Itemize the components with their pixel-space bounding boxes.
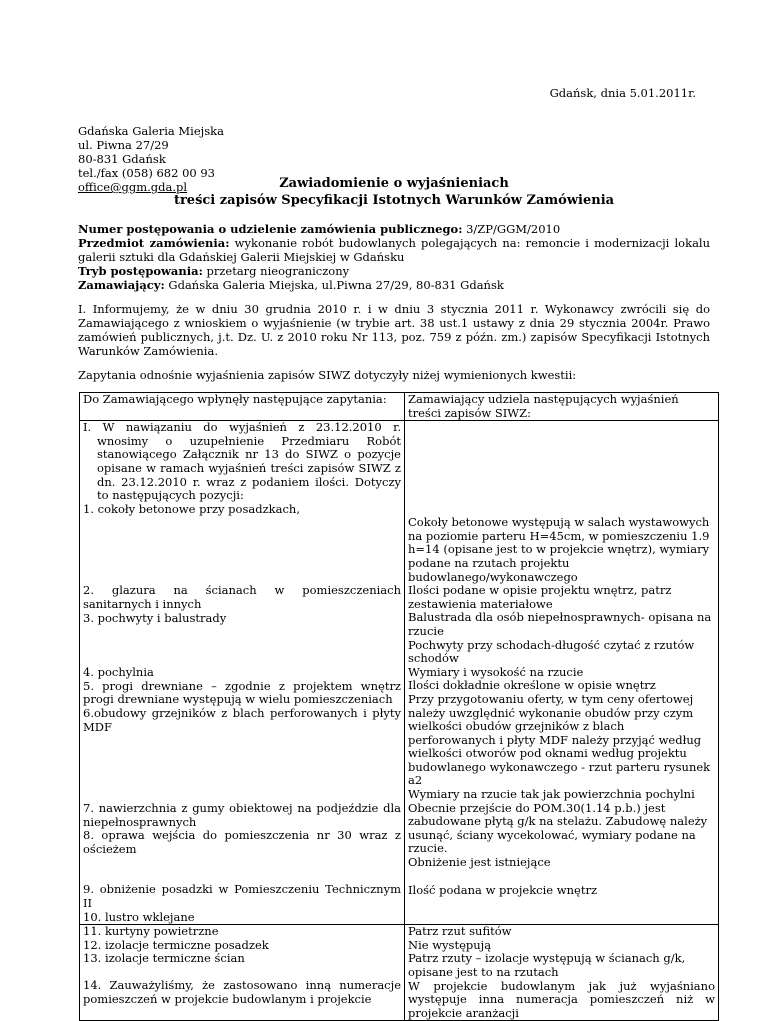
question-10: 10. lustro wklejane (83, 909, 195, 924)
meta-subject-value: wykonanie robót budowlanych polegających na: remoncie i modernizacji lokalu galerii sztuki dla Gdańskiej Galerii Miejskiej w Gdańsku (78, 236, 711, 264)
meta-number-label: Numer postępowania o udzielenie zamówienia publicznego: (78, 222, 463, 236)
answer-12: Nie występują (408, 937, 492, 952)
question-2: 2. glazura na ścianach w pomieszczeniach sanitarnych i innych (83, 583, 401, 611)
address-line-phone: tel./fax (058) 682 00 93 (78, 166, 215, 180)
header-questions: Do Zamawiającego wpłynęły następujące zapytania: (80, 393, 405, 421)
question-12: 12. izolacje termiczne posadzek (83, 937, 269, 952)
question-7: 7. nawierzchnia z gumy obiektowej na podjeździe dla niepełnosprawnych (83, 801, 401, 829)
title-line-1: Zawiadomienie o wyjaśnieniach (279, 176, 509, 191)
answer-cell-2 (405, 925, 719, 1021)
meta-subject-label: Przedmiot zamówienia: (78, 236, 230, 250)
email-link[interactable]: office@ggm.gda.pl (78, 180, 188, 194)
question-6: 6.obudowy grzejników z blach perforowanych i płyty MDF (83, 705, 401, 734)
answer-3b: Pochwyty przy schodach-długość czytać z rzutów schodów (408, 637, 695, 666)
table-row (80, 393, 719, 421)
answer-5: Ilości dokładnie określone w opisie wnętrz (408, 678, 656, 693)
answer-cell (405, 421, 719, 925)
address-line-street: ul. Piwna 27/29 (78, 138, 169, 152)
question-9: 9. obniżenie posadzki w Pomieszczeniu Technicznym II (83, 882, 401, 911)
meta-buyer (78, 278, 710, 292)
answer-1: Cokoły betonowe występują w salach wystawowych na poziomie parteru H=45cm, w pomieszczeniu 1.9 h=14 (opisane jest to w projekcie wnętrz), wymiary podane na rzutach projektu budowlanego/wykonawczego (408, 515, 710, 584)
document-title (78, 175, 710, 209)
info-paragraph: I. Informujemy, że w dniu 30 grudnia 2010 r. i w dniu 3 stycznia 2011 r. Wykonawcy zwrócili się do Zamawiającego z wnioskiem o wyjaśnienie (w trybie art. 38 ust.1 ustawy z dnia 29 stycznia 2004r. Prawo zamówień publicznych, j.t. Dz. U. z 2010 roku Nr 113, poz. 759 z późn. zm.) zapisów Specyfikacji Istotnych Warunków Zamówienia. (78, 302, 710, 358)
answer-4: Wymiary i wysokość na rzucie (408, 664, 584, 679)
title-line-2: treści zapisów Specyfikacji Istotnych Warunków Zamówienia (173, 193, 615, 208)
answer-3a: Balustrada dla osób niepełnosprawnych- opisana na rzucie (408, 610, 712, 638)
question-14: 14. Zauważyliśmy, że zastosowano inną numeracje pomieszczeń w projekcie budowlanym i projekcie (83, 978, 401, 1006)
document-date: Gdańsk, dnia 5.01.2011r. (549, 86, 696, 100)
question-13: 13. izolacje termiczne ścian (83, 951, 245, 966)
questions-intro: Zapytania odnośnie wyjaśnienia zapisów SIWZ dotyczyły niżej wymienionych kwestii: (78, 368, 577, 382)
answer-2: Ilości podane w opisie projektu wnętrz, patrz zestawienia materiałowe (408, 583, 672, 611)
table-row (80, 421, 719, 925)
question-3: 3. pochwyty i balustrady (83, 610, 227, 625)
question-intro: I. W nawiązaniu do wyjaśnień z 23.12.2010 r. wnosimy o uzupełnienie Przedmiaru Robót stanowiącego Załącznik nr 13 do SIWZ o pozycje opisane w ramach wyjaśnień treści zapisów SIWZ z dn. 23.12.2010 r. wraz z podaniem ilości. Dotyczy to następujących pozycji: (83, 420, 401, 503)
answer-10: Ilość podana w projekcie wnętrz (408, 882, 597, 897)
question-8: 8. oprawa wejścia do pomieszczenia nr 30 wraz z ościeżem (83, 828, 401, 856)
answer-9: Obniżenie jest istniejące (408, 855, 551, 870)
answer-13: Patrz rzuty – izolacje występują w ścianach g/k, opisane jest to na rzutach (408, 951, 686, 980)
answer-11: Patrz rzut sufitów (408, 924, 512, 939)
header-answers: Zamawiający udziela następujących wyjaśnień treści zapisów SIWZ: (405, 393, 719, 421)
meta-number (78, 222, 710, 236)
answer-7: Wymiary na rzucie tak jak powierzchnia pochylni (408, 787, 695, 802)
question-11: 11. kurtyny powietrzne (83, 924, 219, 939)
meta-mode (78, 264, 710, 278)
procedure-meta (78, 222, 710, 292)
meta-number-value: 3/ZP/GGM/2010 (462, 222, 561, 236)
table-row (80, 925, 719, 1021)
address-line-name: Gdańska Galeria Miejska (78, 124, 224, 138)
question-cell-2 (80, 925, 405, 1021)
meta-buyer-value: Gdańska Galeria Miejska, ul.Piwna 27/29, 80-831 Gdańsk (164, 278, 504, 292)
question-cell (80, 421, 405, 925)
answer-8: Obecnie przejście do POM.30(1.14 p.b.) jest zabudowane płytą g/k na stelażu. Zabudowę należy usunąć, ściany wycekolować, wymiary podane na rzucie. (408, 800, 708, 856)
meta-subject (78, 236, 710, 264)
answer-6: Przy przygotowaniu oferty, w tym ceny ofertowej należy uwzględnić wykonanie obudów przy czym wielkości obudów grzejników z blach perforowanych i płyty MDF należy przyjąć według wielkości otworów pod oknami według projektu budowlanego wykonawczego - rzut parteru rysunek a2 (408, 691, 711, 788)
question-5: 5. progi drewniane – zgodnie z projektem wnętrz progi drewniane występują w wielu pomieszczeniach (83, 678, 401, 707)
meta-mode-label: Tryb postępowania: (78, 264, 203, 278)
meta-buyer-label: Zamawiający: (78, 278, 165, 292)
address-line-postal: 80-831 Gdańsk (78, 152, 166, 166)
qa-table (79, 392, 719, 1021)
answer-blank (408, 421, 715, 516)
question-4: 4. pochylnia (83, 665, 154, 680)
answer-14: W projekcie budowlanym jak już wyjaśniano występuje inna numeracja pomieszczeń niż w projekcie aranżacji (408, 978, 715, 1020)
question-1: 1. cokoły betonowe przy posadzkach, (83, 501, 300, 516)
meta-mode-value: przetarg nieograniczony (202, 264, 350, 278)
